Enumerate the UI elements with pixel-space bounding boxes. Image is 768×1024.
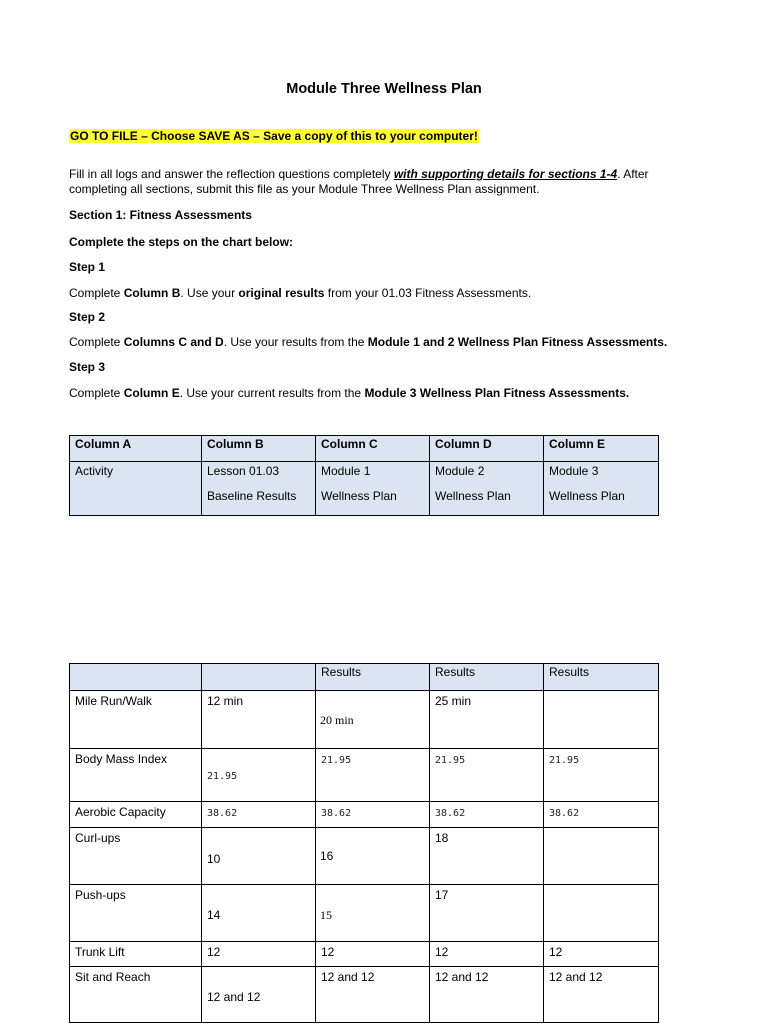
table-row (70, 967, 659, 1023)
document-title: Module Three Wellness Plan (286, 81, 482, 97)
table-row (70, 749, 659, 802)
table-cell: 12 and 12 (316, 967, 430, 1023)
table-header-row (70, 436, 659, 462)
table-cell: 12 and 12 (544, 967, 659, 1023)
step-instruction: Complete Columns C and D. Use your results from the Module 1 and 2 Wellness Plan Fitness Assessments. (69, 335, 668, 349)
activity-label: Sit and Reach (70, 967, 202, 1023)
columns-table (69, 435, 659, 516)
table-cell: 21.95 (202, 749, 316, 802)
intro-text-before: Fill in all logs and answer the reflection questions completely (69, 167, 394, 181)
table-cell: 21.95 (316, 749, 430, 802)
table-header-row (70, 664, 659, 691)
step-heading: Step 2 (69, 310, 106, 324)
table-row (70, 802, 659, 828)
table-row (70, 691, 659, 749)
activity-label: Body Mass Index (70, 749, 202, 802)
table-cell: 12 (544, 942, 659, 967)
table-row (70, 942, 659, 967)
column-header: Column B (202, 436, 316, 462)
column-header (202, 664, 316, 691)
column-header: Column A (70, 436, 202, 462)
table-cell: 21.95 (544, 749, 659, 802)
table-cell: 12 and 12 (202, 967, 316, 1023)
table-cell: 25 min (430, 691, 544, 749)
table-cell: 38.62 (430, 802, 544, 828)
column-header: Column E (544, 436, 659, 462)
table-cell: 12 min (202, 691, 316, 749)
activity-label: Push-ups (70, 885, 202, 942)
table-cell: 16 (316, 828, 430, 885)
table-cell: 12 (430, 942, 544, 967)
table-cell: 18 (430, 828, 544, 885)
table-cell: Module 3 Wellness Plan (544, 462, 659, 516)
table-cell: 12 (316, 942, 430, 967)
table-cell (544, 828, 659, 885)
table-cell: 14 (202, 885, 316, 942)
table-cell: 21.95 (430, 749, 544, 802)
activity-label: Trunk Lift (70, 942, 202, 967)
step-instruction: Complete Column B. Use your original results from your 01.03 Fitness Assessments. (69, 286, 532, 300)
table-cell: 10 (202, 828, 316, 885)
column-header: Results (316, 664, 430, 691)
save-instruction-highlight: GO TO FILE – Choose SAVE AS – Save a copy of this to your computer! (70, 129, 478, 143)
table-cell: 17 (430, 885, 544, 942)
column-header (70, 664, 202, 691)
results-table (69, 663, 659, 1023)
table-row (70, 462, 659, 516)
activity-label: Aerobic Capacity (70, 802, 202, 828)
table-cell: Module 1 Wellness Plan (316, 462, 430, 516)
table-cell: Activity (70, 462, 202, 516)
column-header: Column C (316, 436, 430, 462)
table-cell: 38.62 (316, 802, 430, 828)
activity-label: Mile Run/Walk (70, 691, 202, 749)
step-heading: Step 1 (69, 260, 106, 274)
column-header: Results (544, 664, 659, 691)
activity-label: Curl-ups (70, 828, 202, 885)
intro-paragraph (69, 167, 709, 197)
table-cell: Lesson 01.03 Baseline Results (202, 462, 316, 516)
table-row (70, 885, 659, 942)
table-cell: 12 and 12 (430, 967, 544, 1023)
table-cell (544, 885, 659, 942)
step-heading: Step 3 (69, 360, 106, 374)
table-cell: Module 2 Wellness Plan (430, 462, 544, 516)
intro-emphasis: with supporting details for sections 1-4 (393, 167, 618, 181)
table-cell: 38.62 (544, 802, 659, 828)
step-instruction: Complete Column E. Use your current results from the Module 3 Wellness Plan Fitness Assessments. (69, 386, 630, 400)
column-header: Column D (430, 436, 544, 462)
table-cell: 38.62 (202, 802, 316, 828)
complete-steps-heading: Complete the steps on the chart below: (69, 235, 294, 249)
table-cell: 15 (316, 885, 430, 942)
table-cell (544, 691, 659, 749)
table-row (70, 828, 659, 885)
section-heading: Section 1: Fitness Assessments (69, 208, 252, 222)
column-header: Results (430, 664, 544, 691)
table-cell: 20 min (316, 691, 430, 749)
intro-text-after: . After completing all sections, submit this file as your Module Three Wellness Plan assignment. (69, 167, 649, 196)
table-cell: 12 (202, 942, 316, 967)
